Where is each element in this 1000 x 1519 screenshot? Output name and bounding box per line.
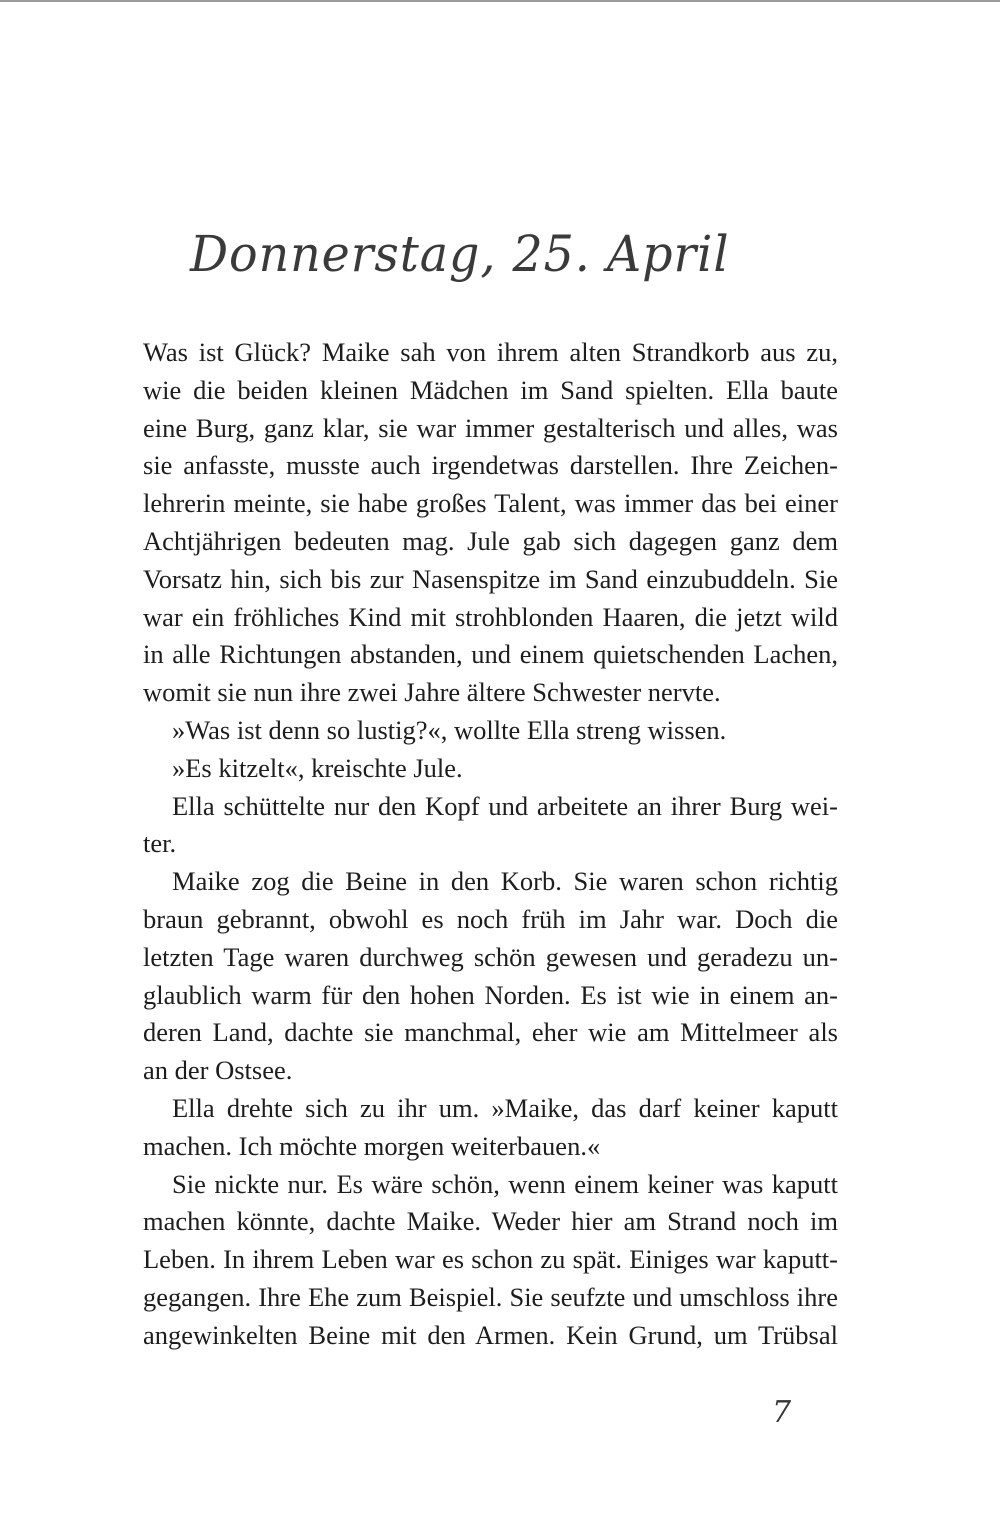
text-line: deren Land, dachte sie manchmal, eher wie am Mittelmeer als [143,1017,838,1048]
text-line: ter. [143,828,177,859]
text-line: glaublich warm für den hohen Norden. Es ist wie in einem an- [143,979,838,1010]
body-text [143,334,838,1355]
page-top-border [0,0,1000,2]
text-line: Sie nickte nur. Es wäre schön, wenn einem keiner was kaputt [172,1168,838,1199]
text-line: Leben. In ihrem Leben war es schon zu spät. Einiges war kaputt- [143,1244,838,1275]
text-line: braun gebrannt, obwohl es noch früh im Jahr war. Doch die [143,903,838,934]
text-line: lehrerin meinte, sie habe großes Talent, was immer das bei einer [143,488,838,519]
text-line: »Was ist denn so lustig?«, wollte Ella streng wissen. [172,714,727,745]
text-line: machen könnte, dachte Maike. Weder hier am Strand noch im [143,1206,838,1237]
text-line: an der Ostsee. [143,1055,293,1086]
text-line: Ella drehte sich zu ihr um. »Maike, das darf keiner kaputt [172,1092,838,1123]
text-line: gegangen. Ihre Ehe zum Beispiel. Sie seufzte und umschloss ihre [143,1281,838,1312]
chapter-title: Donnerstag, 25. April [190,225,730,283]
text-line: Maike zog die Beine in den Korb. Sie waren schon richtig [172,866,838,897]
text-line: angewinkelten Beine mit den Armen. Kein Grund, um Trübsal [143,1319,838,1350]
text-line: »Es kitzelt«, kreischte Jule. [172,752,463,783]
text-line: Was ist Glück? Maike sah von ihrem alten Strandkorb aus zu, [143,337,838,367]
text-line: sie anfasste, musste auch irgendetwas darstellen. Ihre Zeichen- [143,450,838,481]
text-line: Achtjährigen bedeuten mag. Jule gab sich dagegen ganz dem [143,525,838,556]
text-line: war ein fröhliches Kind mit strohblonden Haaren, die jetzt wild [143,601,838,632]
text-line: Vorsatz hin, sich bis zur Nasenspitze im Sand einzubuddeln. Sie [143,563,838,594]
text-line: Ella schüttelte nur den Kopf und arbeitete an ihrer Burg wei- [172,790,838,821]
text-line: wie die beiden kleinen Mädchen im Sand spielten. Ella baute [143,374,838,405]
text-line: letzten Tage waren durchweg schön gewesen und geradezu un- [143,941,838,972]
text-line: in alle Richtungen abstanden, und einem quietschenden Lachen, [143,639,838,670]
text-line: eine Burg, ganz klar, sie war immer gestalterisch und alles, was [143,412,838,443]
page-number: 7 [772,1395,792,1430]
text-line: womit sie nun ihre zwei Jahre ältere Schwester nervte. [143,677,721,708]
text-line: machen. Ich möchte morgen weiterbauen.« [143,1130,601,1161]
